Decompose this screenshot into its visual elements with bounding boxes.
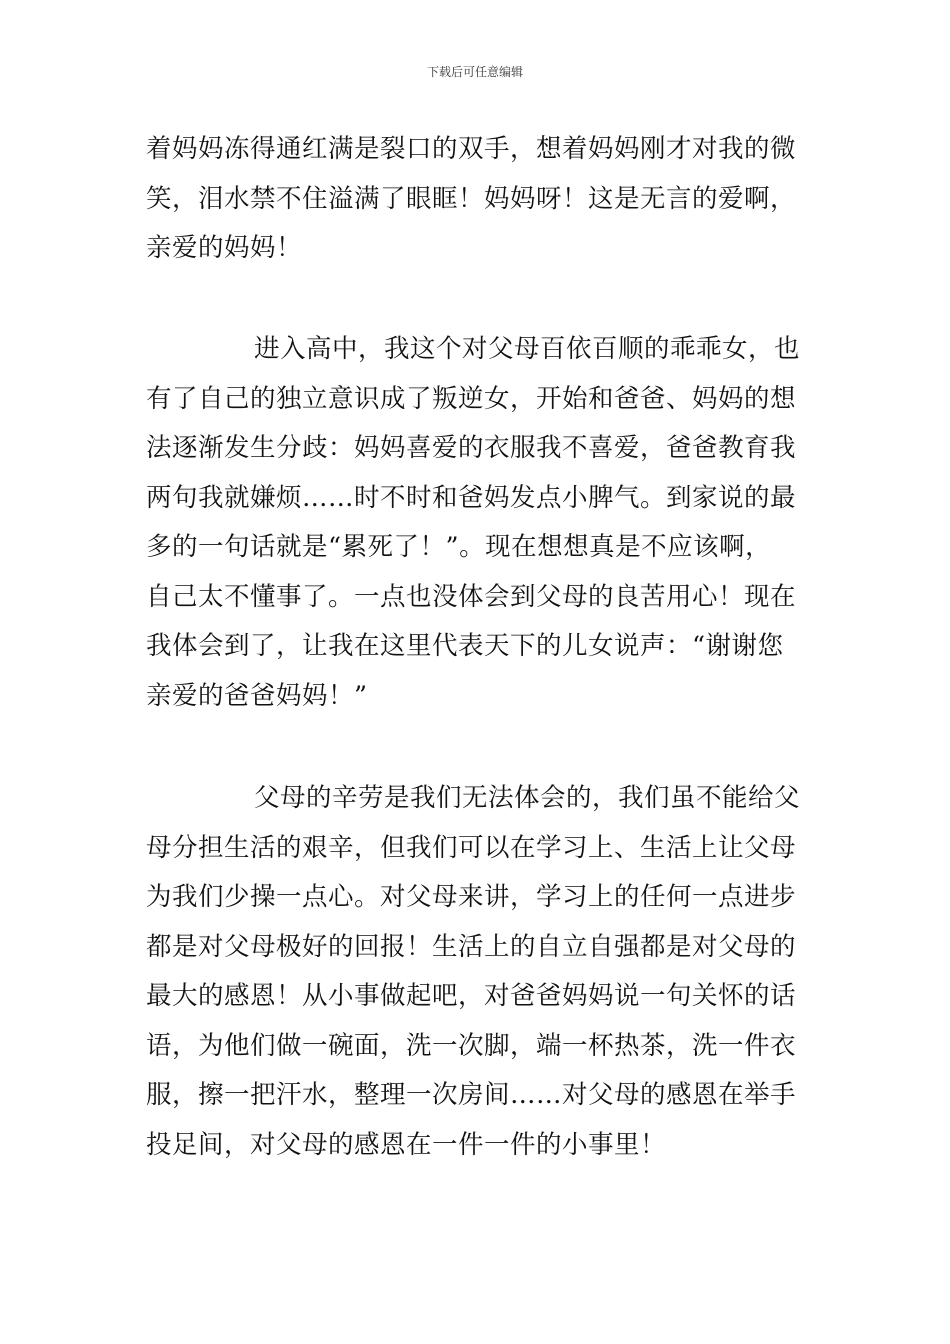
text-line: 母分担生活的艰辛，但我们可以在学习上、生活上让父母	[146, 832, 797, 863]
text-line: 多的一句话就是“累死了！”。现在想想真是不应该啊，	[146, 532, 772, 562]
text-line: 最大的感恩！从小事做起吧，对爸爸妈妈说一句关怀的话	[146, 981, 797, 1011]
text-line: 语，为他们做一碗面，洗一次脚，端一杯热茶，洗一件衣	[146, 1030, 797, 1061]
text-line: 笑，泪水禁不住溢满了眼眶！妈妈呀！这是无言的爱啊，	[146, 183, 797, 214]
text-line: 亲爱的爸爸妈妈！”	[146, 680, 368, 711]
text-line: 着妈妈冻得通红满是裂口的双手，想着妈妈刚才对我的微	[146, 134, 797, 164]
text-line: 服，擦一把汗水，整理一次房间……对父母的感恩在举手	[146, 1080, 797, 1110]
text-line: 投足间，对父母的感恩在一件一件的小事里！	[146, 1129, 667, 1160]
text-line: 法逐渐发生分歧：妈妈喜爱的衣服我不喜爱，爸爸教育我	[146, 433, 797, 463]
text-line: 都是对父母极好的回报！生活上的自立自强都是对父母的	[146, 931, 797, 962]
text-line: 亲爱的妈妈！	[146, 233, 303, 263]
paragraph-3	[146, 774, 810, 1170]
page-header-note: 下载后可任意编辑	[426, 65, 523, 79]
text-line: 自己太不懂事了。一点也没体会到父母的良苦用心！现在	[146, 581, 797, 612]
text-line: 有了自己的独立意识成了叛逆女，开始和爸爸、妈妈的想	[146, 383, 797, 414]
text-line: 我体会到了，让我在这里代表天下的儿女说声：“谢谢您	[146, 631, 784, 661]
text-line: 两句我就嫌烦……时不时和爸妈发点小脾气。到家说的最	[146, 482, 797, 513]
paragraph-2	[146, 325, 810, 721]
paragraph-1	[146, 125, 810, 274]
text-line: 为我们少操一点心。对父母来讲，学习上的任何一点进步	[146, 882, 797, 912]
text-line-first: 父母的辛劳是我们无法体会的，我们虽不能给父	[254, 783, 801, 813]
text-line-first: 进入高中，我这个对父母百依百顺的乖乖女，也	[254, 334, 801, 364]
